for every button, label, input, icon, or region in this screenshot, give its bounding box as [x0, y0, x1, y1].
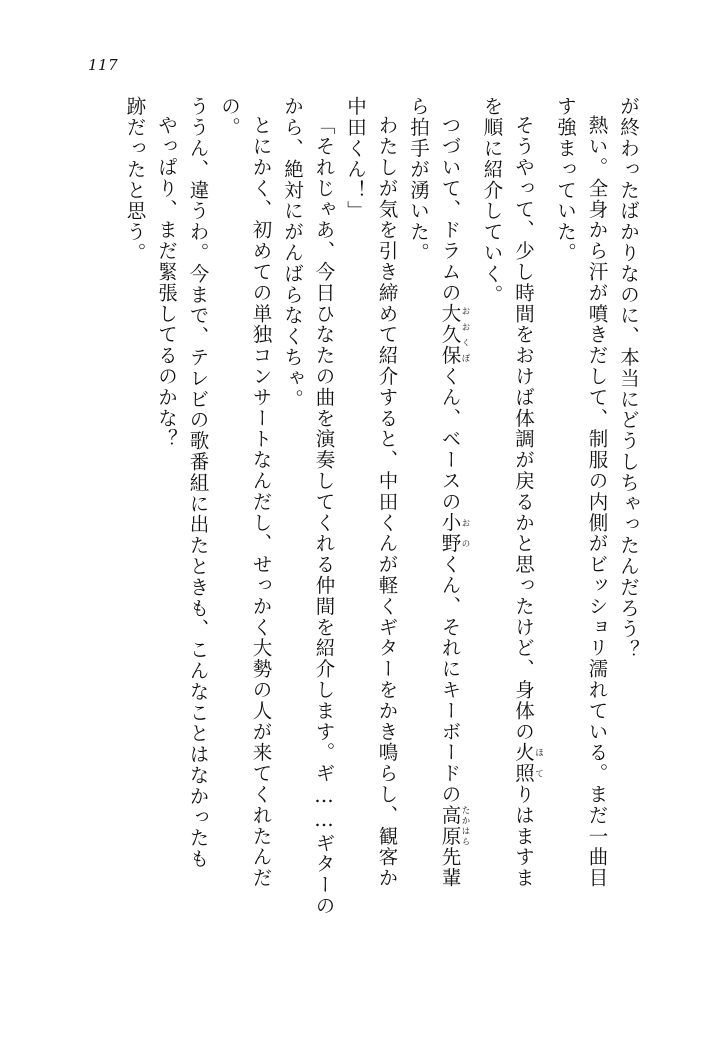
text-line-ruby: つづいて、ドラムの大久保おおくぼくん、ベースの小野おのくん、それにキーボードの高原たかはら先輩 [438, 115, 470, 889]
text-line: ううん、違うわ。今まで、テレビの歌番組に出たときも、こんなことはなかったも [186, 96, 210, 870]
ruby-takahara: 高原たかはら [438, 804, 470, 847]
text-line: から、絶対にがんばらなくちゃ。 [281, 96, 304, 410]
ruby-ono: 小野おの [438, 512, 470, 554]
text-line: を順に紹介していく。 [480, 96, 504, 305]
ruby-okubo: 大久保おおくぼ [438, 303, 470, 366]
text-line: ら拍手が湧いた。 [407, 96, 430, 264]
text-line: 熱い。全身から汗が噴きだして、制服の内側がビッショリ濡れている。まだ一曲目 [585, 115, 609, 889]
text-line: が終わったばかりなのに、本当にどうしちゃったんだろう？ [617, 96, 640, 661]
text-line: やっぱり、まだ緊張してるのかな？ [155, 115, 178, 450]
page-number: 117 [88, 56, 119, 74]
text-line-ruby: そうやって、少し時間をおけば体調が戻るかと思ったけど、身体の火照ほてりはますま [512, 115, 544, 889]
text-line: 跡だったと思う。 [123, 96, 147, 264]
text-line: 「それじゃあ、今日ひなたの曲を演奏してくれる仲間を紹介します。ギ……ギターの [312, 115, 336, 917]
text-line: わたしが気を引き締めて紹介すると、中田くんが軽くギターをかき鳴らし、観客か [375, 115, 399, 889]
ruby-hoteri: 火照ほて [512, 742, 544, 784]
text-line: の。 [218, 96, 241, 138]
text-line: とにかく、初めての単独コンサートなんだし、せっかく大勢の人が来てくれたんだ [249, 115, 273, 889]
vertical-text-block [125, 96, 638, 976]
text-line: 中田くん！」 [344, 96, 367, 222]
text-line: す強まっていた。 [554, 96, 577, 264]
